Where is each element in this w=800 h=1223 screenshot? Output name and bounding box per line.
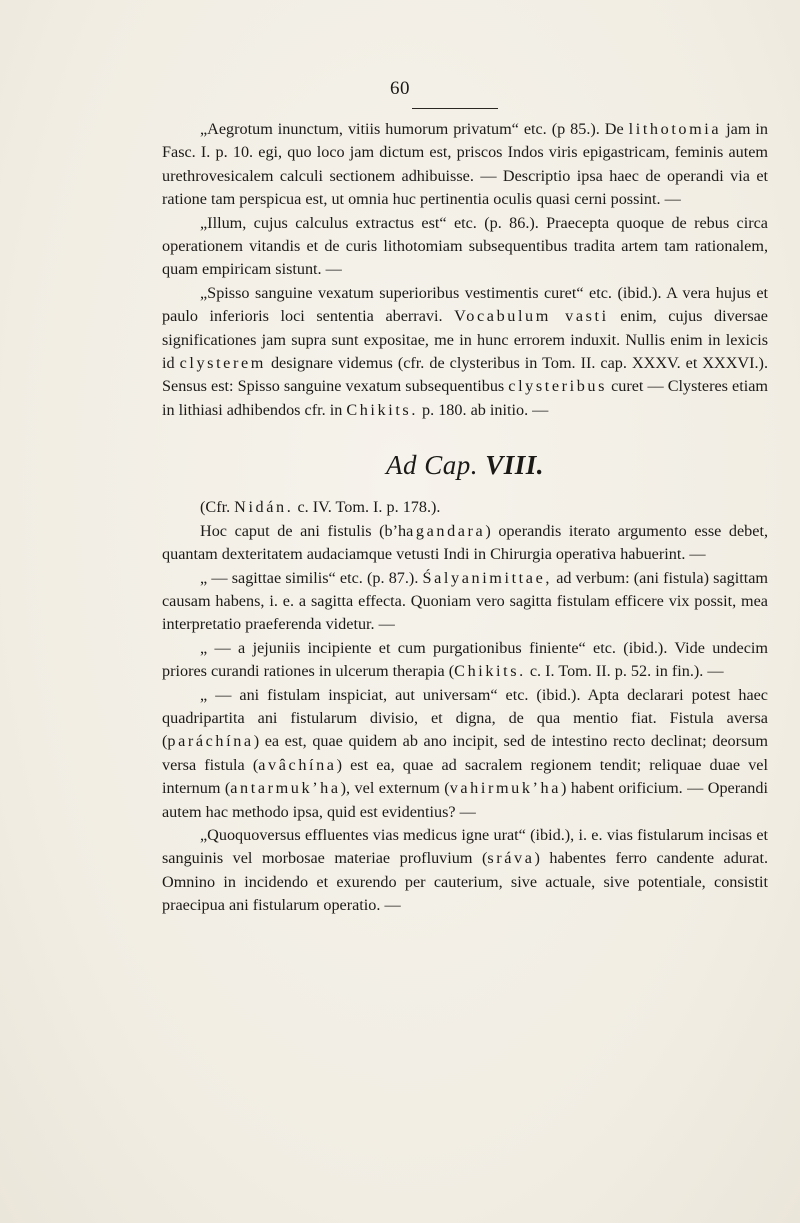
paragraph [162,118,768,212]
paragraph [162,520,768,567]
text-run: ad verbum: (ani fistula) sagittam causam habens, i. e. a sagitta effecta. Quoniam vero sagitta fistulam efficere vix possit, mea interpretatio praeferenda videtur. — [162,568,768,634]
spaced-term: avâchína [258,755,337,774]
spaced-term: vahirmuk’ha [449,779,562,798]
spaced-term: Chikits. [346,400,418,419]
text-run: „Quoquoversus effluentes vias medicus igne urat“ (ibid.), i. e. vias fistularum incisas et sanguinis vel morbosae materiae profluvium ( [162,825,768,868]
paragraph [162,212,768,282]
paragraph [162,684,768,824]
section-continuation [162,118,768,422]
section-heading-numeral: VIII. [485,450,545,481]
section-ad-cap-viii [162,496,768,917]
spaced-term: sráva [487,849,535,868]
text-run: designare videmus (cfr. de clysteribus in Tom. II. cap. XXXV. et XXXVI.). Sensus est: Spisso sanguine vexatum subsequentibus [162,354,768,396]
spaced-term: clysterem [179,354,266,373]
text-run: „Spisso sanguine vexatum superioribus vestimentis curet“ etc. (ibid.). A vera hujus et paulo inferioris loci sententia aberravi. [162,283,768,326]
text-run: ) operandis iterato argumento esse debet, quantam dexteritatem audaciamque vetusti Indi in Chirurgia operativa habuerint. — [162,521,769,564]
spaced-term: Nidán. [234,498,294,517]
body-text [162,118,768,918]
text-run: Hoc caput de ani fistulis (b’h [200,521,407,540]
paragraph [162,824,768,918]
spaced-term: lithotomia [628,120,722,138]
text-run: „Illum, cujus calculus extractus est“ etc. (p. 86.). Praecepta quoque de rebus circa operationem vitandis et de curis lithotomiam subsequentibus tradita artem tam rationalem, quam empiricam sistunt. — [162,213,768,279]
text-run: p. 180. ab initio. — [417,400,549,419]
text-run: c. IV. Tom. I. p. 178.). [293,498,441,517]
text-run: „ — sagittae similis“ etc. (p. 87.). [200,568,423,587]
paragraph [162,637,768,684]
paragraph [162,567,768,637]
text-run: curet — Clysteres etiam in lithiasi adhibendos cfr. in [162,377,768,419]
spaced-term: Śalyanimittae, [422,568,553,587]
text-run: enim, cujus diversae significationes jam supra sunt expositae, me in hunc errorem induxit. Nullis enim in lexicis id [162,307,768,373]
text-run: ) habent orificium. — Operandi autem hac methodo ipsa, quid est evidentius? — [162,779,768,821]
text-run: „Aegrotum inunctum, vitiis humorum privatum“ etc. (p 85.). De [200,120,629,138]
page-number: 60 [390,78,410,99]
paragraph [162,496,768,519]
text-run: ), vel externum ( [340,779,450,798]
page-number-rule [412,108,498,109]
spaced-term: agandara [406,521,486,540]
spaced-term: Chikits. [454,662,526,681]
spaced-term: Vocabulum vasti [454,307,609,326]
spaced-term: clysteribus [508,377,608,396]
text-run: „ — a jejuniis incipiente et cum purgationibus finiente“ etc. (ibid.). Vide undecim priores curandi rationes in ulcerum therapia ( [162,638,768,681]
paragraph [162,282,768,422]
text-run: ) habentes ferro candente adurat. Omnino in incidendo et exurendo per cauterium, sive actuale, sive potentiale, consistit praecipua ani fistularum operatio. — [162,849,769,915]
text-run: (Cfr. [200,498,235,517]
text-run: „ — ani fistulam inspiciat, aut universam“ etc. (ibid.). Apta declarari potest haec quadripartita ani fistularum divisio, et digna, de qua mentio fiat. Fistula aversa ( [162,685,768,751]
text-run: ) ea est, quae quidem ab ano incipit, sed de intestino recto declinat; deorsum versa fistula ( [162,732,768,774]
section-heading-prefix: Ad Cap. [385,450,486,481]
spaced-term: paráchína [167,732,254,751]
text-run: jam in Fasc. I. p. 10. egi, quo loco jam dictum est, priscos Indos viris epigastricam, feminis autem urethrovesicalem calculi sectionem adhibuisse. — Descriptio ipsa haec de operandi via et ratione tam perspicua est, ut omnia huc pertinentia oculis quasi cerni possint. — [162,120,768,209]
text-run: ) est ea, quae ad sacralem regionem tendit; reliquae duae vel internum ( [162,755,768,798]
spaced-term: antarmuk’ha [230,779,341,798]
section-heading [162,449,768,481]
text-run: c. I. Tom. II. p. 52. in fin.). — [525,662,724,681]
